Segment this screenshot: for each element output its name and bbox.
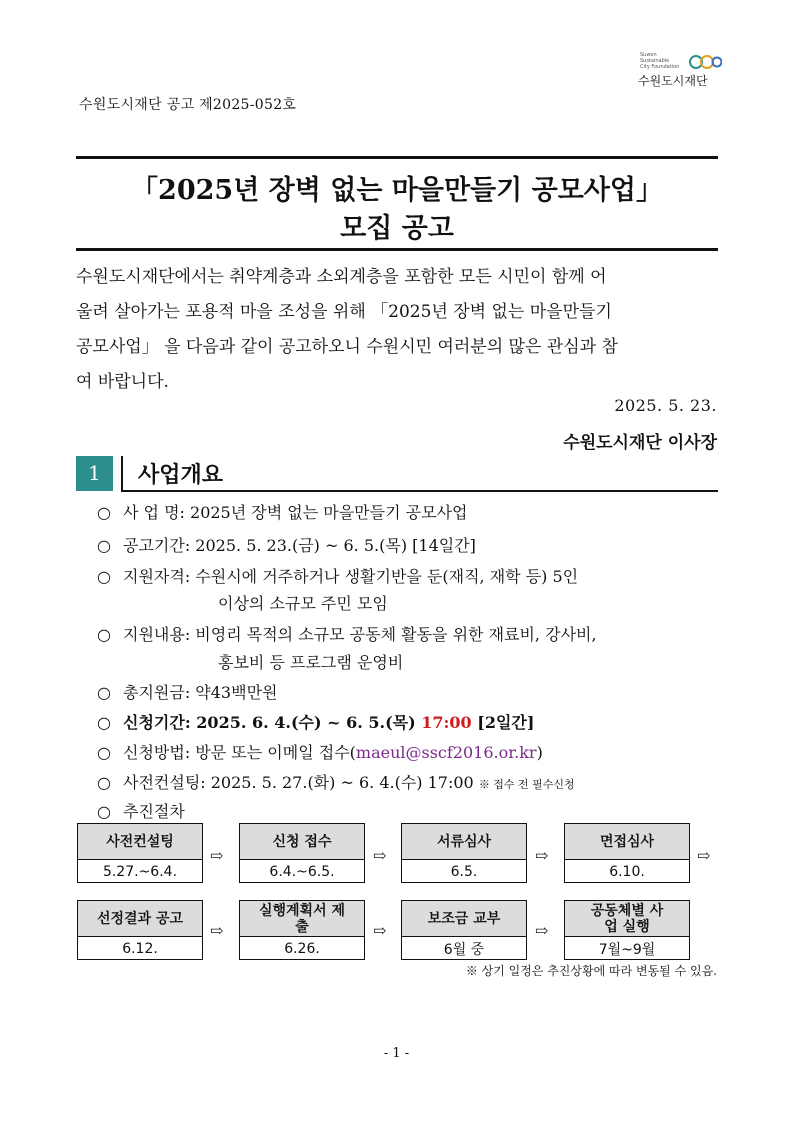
flow-step-date: 6.4.~6.5. bbox=[269, 863, 335, 880]
flow-step-box bbox=[401, 900, 527, 960]
flow-arrow-icon: ⇨ bbox=[697, 846, 711, 865]
flow-step-label: 신청 접수 bbox=[240, 824, 364, 860]
intro-line: 울려 살아가는 포용적 마을 조성을 위해 「2025년 장벽 없는 마을만들기 bbox=[76, 302, 612, 322]
flow-arrow-icon: ⇨ bbox=[210, 846, 224, 865]
notice-number: 수원도시재단 공고 제2025-052호 bbox=[79, 97, 297, 113]
flow-step-label: 공동체별 사업 실행 bbox=[565, 901, 689, 937]
flow-step-date: 6월 중 bbox=[443, 941, 485, 958]
flow-step-label: 사전컨설팅 bbox=[78, 824, 202, 860]
flow-arrow-icon: ⇨ bbox=[373, 846, 387, 865]
page-number: - 1 - bbox=[383, 1046, 410, 1061]
intro-line: 공모사업」 을 다음과 같이 공고하오니 수원시민 여러분의 많은 관심과 참 bbox=[76, 337, 618, 357]
flow-step-box bbox=[239, 823, 365, 883]
flow-step-date: 7월~9월 bbox=[598, 941, 656, 958]
flow-step-date: 6.10. bbox=[609, 863, 645, 880]
item-eligibility-cont: 이상의 소규모 주민 모임 bbox=[218, 594, 388, 613]
flow-step-label: 면접심사 bbox=[565, 824, 689, 860]
flow-step-label: 서류심사 bbox=[402, 824, 526, 860]
title-rule-bottom bbox=[76, 248, 718, 251]
flow-step-box bbox=[239, 900, 365, 960]
flow-step-date: 6.5. bbox=[450, 863, 478, 880]
intro-line: 수원도시재단에서는 취약계층과 소외계층을 포함한 모든 시민이 함께 어 bbox=[76, 267, 607, 287]
item-pre-consulting bbox=[97, 770, 575, 793]
item-text: 사전컨설팅: 2025. 5. 27.(화) ~ 6. 4.(수) 17:00 bbox=[123, 773, 479, 792]
notice-date: 2025. 5. 23. bbox=[614, 396, 717, 415]
flow-step-date: 6.12. bbox=[122, 940, 158, 957]
flow-arrow-icon: ⇨ bbox=[535, 921, 549, 940]
page-title: 「2025년 장벽 없는 마을만들기 공모사업」 bbox=[131, 175, 663, 206]
item-text-suffix: ) bbox=[536, 743, 543, 762]
page-subtitle: 모집 공고 bbox=[340, 213, 454, 244]
item-text: 지원내용: 비영리 목적의 소규모 공동체 활동을 위한 재료비, 강사비, bbox=[123, 625, 597, 644]
item-text: 신청기간: 2025. 6. 4.(수) ~ 6. 5.(목) bbox=[123, 713, 422, 732]
bullet-icon: ○ bbox=[97, 625, 111, 644]
bullet-icon: ○ bbox=[97, 743, 111, 762]
item-application-method bbox=[97, 740, 543, 763]
bullet-icon: ○ bbox=[97, 503, 111, 522]
item-eligibility bbox=[97, 564, 578, 587]
bullet-icon: ○ bbox=[97, 773, 111, 792]
item-support-content bbox=[97, 622, 597, 645]
item-text: 공고기간: 2025. 5. 23.(금) ~ 6. 5.(목) [14일간] bbox=[123, 536, 476, 555]
schedule-footnote: ※ 상기 일정은 추진상황에 따라 변동될 수 있음. bbox=[465, 964, 717, 978]
item-text: 추진절차 bbox=[123, 802, 185, 821]
flow-step-box bbox=[401, 823, 527, 883]
flow-step-label: 선정결과 공고 bbox=[78, 901, 202, 937]
bullet-icon: ○ bbox=[97, 802, 111, 821]
item-text-suffix: [2일간] bbox=[471, 713, 535, 732]
bullet-icon: ○ bbox=[97, 536, 111, 555]
signer: 수원도시재단 이사장 bbox=[563, 433, 717, 453]
intro-line: 여 바랍니다. bbox=[76, 372, 169, 392]
flow-arrow-icon: ⇨ bbox=[535, 846, 549, 865]
item-notice-period bbox=[97, 533, 476, 556]
flow-arrow-icon: ⇨ bbox=[210, 921, 224, 940]
title-rule-top bbox=[76, 156, 718, 159]
item-project-name bbox=[97, 500, 467, 523]
email-link[interactable]: maeul@sscf2016.or.kr bbox=[355, 743, 537, 762]
item-support-content-cont: 홍보비 등 프로그램 운영비 bbox=[218, 653, 404, 672]
logo-text: 수원도시재단 bbox=[638, 74, 708, 88]
flow-step-date: 6.26. bbox=[284, 940, 320, 957]
flow-step-label: 보조금 교부 bbox=[402, 901, 526, 937]
bullet-icon: ○ bbox=[97, 683, 111, 702]
flow-step-box bbox=[77, 823, 203, 883]
logo-small-line-2: Sustainable bbox=[640, 58, 670, 64]
logo-small-line-3: City Foundation bbox=[640, 64, 680, 70]
item-process bbox=[97, 799, 185, 822]
flow-step-box bbox=[77, 900, 203, 960]
flow-arrow-icon: ⇨ bbox=[373, 921, 387, 940]
bullet-icon: ○ bbox=[97, 713, 111, 732]
deadline-time: 17:00 bbox=[421, 713, 472, 732]
logo-small-line-1: Suwon bbox=[640, 52, 657, 58]
item-text: 지원자격: 수원시에 거주하거나 생활기반을 둔(재직, 재학 등) 5인 bbox=[123, 567, 579, 586]
section-rule bbox=[121, 490, 718, 492]
item-total-fund bbox=[97, 680, 277, 703]
consult-note: ※ 접수 전 필수신청 bbox=[478, 778, 575, 791]
flow-step-date: 5.27.~6.4. bbox=[102, 863, 178, 880]
item-text: 총지원금: 약43백만원 bbox=[123, 683, 278, 702]
item-text: 사 업 명: 2025년 장벽 없는 마을만들기 공모사업 bbox=[123, 503, 468, 522]
flow-step-label: 실행계획서 제출 bbox=[240, 901, 364, 937]
section-number-badge: 1 bbox=[76, 456, 113, 491]
flow-step-box bbox=[564, 823, 690, 883]
intro-paragraph bbox=[76, 260, 718, 400]
flow-step-box bbox=[564, 900, 690, 960]
foundation-logo-icon bbox=[636, 30, 722, 74]
item-application-period bbox=[97, 710, 534, 733]
section-divider-bar bbox=[121, 456, 123, 491]
bullet-icon: ○ bbox=[97, 567, 111, 586]
item-text: 신청방법: 방문 또는 이메일 접수( bbox=[123, 743, 356, 762]
section-title: 사업개요 bbox=[138, 463, 224, 488]
